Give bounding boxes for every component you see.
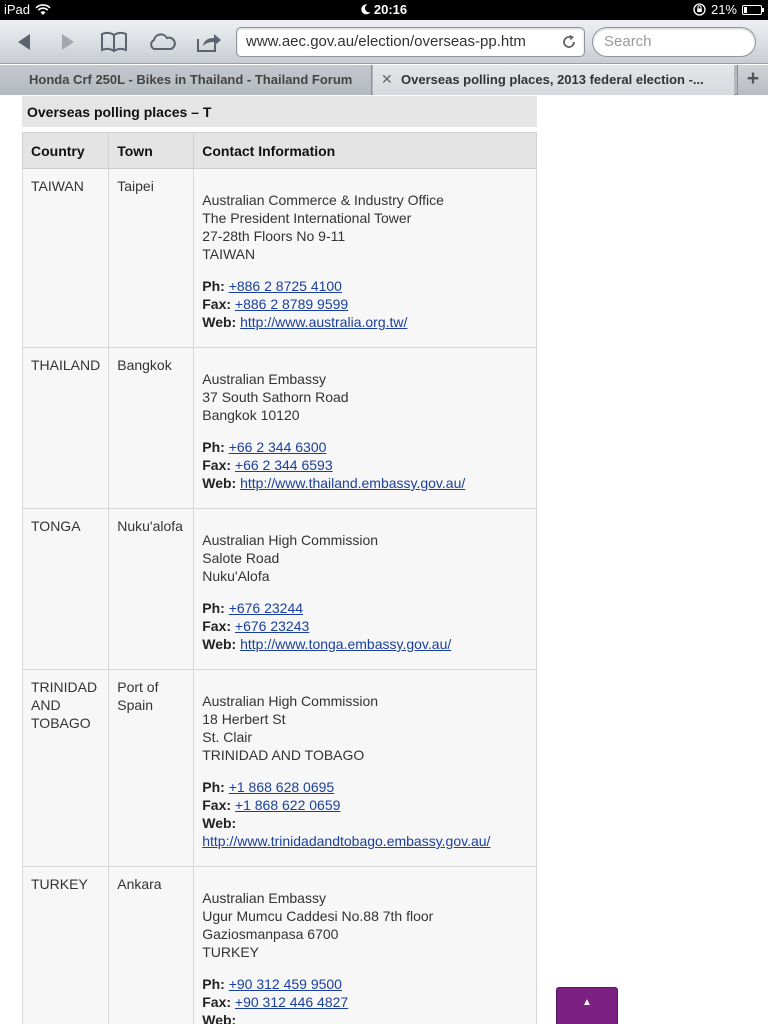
address-line: 18 Herbert St [202, 711, 286, 727]
phone-line [202, 599, 528, 617]
web-line [202, 313, 528, 331]
moon-icon [361, 4, 371, 15]
fax-label: Fax: [202, 296, 232, 312]
contact-details [202, 277, 528, 331]
fax-line [202, 796, 528, 814]
web-link[interactable]: http://www.tonga.embassy.gov.au/ [240, 636, 452, 652]
contact-details [202, 438, 528, 492]
tab-bar [0, 65, 768, 95]
search-placeholder: Search [604, 33, 652, 50]
browser-toolbar [0, 20, 768, 64]
address-line: Bangkok 10120 [202, 407, 300, 423]
fax-link[interactable]: +886 2 8789 9599 [234, 296, 349, 312]
column-header-contact: Contact Information [194, 133, 537, 169]
town-cell [109, 867, 194, 1024]
address-line: Australian Embassy [202, 371, 326, 387]
address-line: 27-28th Floors No 9-11 [202, 228, 346, 244]
section-title: Overseas polling places – T [22, 96, 537, 127]
address-line: Ugur Mumcu Caddesi No.88 7th floor [202, 908, 434, 924]
fax-link[interactable]: +676 23243 [234, 618, 310, 634]
phone-line [202, 438, 528, 456]
contact-cell [194, 670, 537, 867]
orientation-lock-icon [693, 3, 706, 16]
address-block [202, 177, 528, 263]
address-line: Australian High Commission [202, 693, 379, 709]
web-label: Web: [202, 815, 237, 831]
country-name: THAILAND [31, 357, 101, 373]
tab-thailand-forum[interactable] [0, 65, 372, 95]
country-cell [23, 670, 109, 867]
town-name: Taipei [117, 178, 154, 194]
tab-label: Overseas polling places, 2013 federal election -... [401, 72, 704, 87]
contact-details [202, 599, 528, 653]
country-cell [23, 348, 109, 509]
web-link[interactable]: http://www.trinidadandtobago.embassy.gov.au/ [202, 833, 491, 849]
address-line: St. Clair [202, 729, 253, 745]
clock: 20:16 [373, 2, 408, 17]
phone-link[interactable]: +1 868 628 0695 [228, 779, 335, 795]
back-arrow-icon[interactable] [8, 27, 40, 57]
column-header-town: Town [109, 133, 194, 169]
address-line: TRINIDAD AND TOBAGO [202, 747, 365, 763]
url-text: www.aec.gov.au/election/overseas-pp.htm [246, 33, 526, 50]
town-cell [109, 169, 194, 348]
address-line: Nuku'Alofa [202, 568, 270, 584]
fax-link[interactable]: +1 868 622 0659 [234, 797, 341, 813]
country-name: TRINIDAD [31, 679, 98, 695]
town-name: Spain [117, 697, 154, 713]
town-cell [109, 509, 194, 670]
battery-icon [742, 5, 762, 15]
table-row [23, 867, 537, 1024]
reload-icon[interactable] [560, 33, 578, 51]
contact-cell [194, 509, 537, 670]
new-tab-button[interactable] [737, 65, 768, 95]
phone-link[interactable]: +676 23244 [228, 600, 304, 616]
address-line: Gaziosmanpasa 6700 [202, 926, 339, 942]
fax-label: Fax: [202, 457, 232, 473]
address-block [202, 678, 528, 764]
phone-line [202, 778, 528, 796]
fax-label: Fax: [202, 618, 232, 634]
country-cell [23, 169, 109, 348]
web-line [202, 1011, 528, 1024]
web-link[interactable]: http://www.australia.org.tw/ [240, 314, 408, 330]
phone-label: Ph: [202, 976, 225, 992]
up-arrow-icon: ▲ [582, 997, 592, 1008]
scroll-to-top-button[interactable] [556, 987, 618, 1024]
country-name: TAIWAN [31, 178, 84, 194]
table-row [23, 169, 537, 348]
web-label: Web: [202, 314, 237, 330]
device-label: iPad [4, 2, 31, 17]
address-line: TAIWAN [202, 246, 256, 262]
address-line: The President International Tower [202, 210, 412, 226]
fax-link[interactable]: +66 2 344 6593 [234, 457, 333, 473]
town-cell [109, 670, 194, 867]
table-header-row [23, 133, 537, 169]
web-label: Web: [202, 475, 237, 491]
web-line [202, 474, 528, 492]
web-label: Web: [202, 1012, 237, 1024]
table-row [23, 348, 537, 509]
address-block [202, 356, 528, 424]
town-name: Bangkok [117, 357, 172, 373]
close-icon[interactable]: ✕ [381, 71, 393, 87]
town-name: Port of [117, 679, 159, 695]
country-cell [23, 867, 109, 1024]
phone-label: Ph: [202, 278, 225, 294]
town-name: Ankara [117, 876, 162, 892]
contact-cell [194, 169, 537, 348]
fax-label: Fax: [202, 994, 232, 1010]
forward-arrow-icon[interactable] [52, 27, 84, 57]
country-name: TOBAGO [31, 715, 91, 731]
address-block [202, 517, 528, 585]
address-line: TURKEY [202, 944, 260, 960]
country-name: TURKEY [31, 876, 88, 892]
search-field[interactable] [592, 27, 756, 57]
polling-places-table [22, 132, 537, 1024]
address-line: 37 South Sathorn Road [202, 389, 349, 405]
web-link[interactable]: http://www.thailand.embassy.gov.au/ [240, 475, 466, 491]
country-name: TONGA [31, 518, 81, 534]
table-row [23, 670, 537, 867]
book-icon[interactable] [98, 27, 130, 57]
phone-label: Ph: [202, 779, 225, 795]
address-line: Salote Road [202, 550, 280, 566]
fax-line [202, 617, 528, 635]
town-name: Nuku'alofa [117, 518, 183, 534]
battery-level [744, 7, 747, 13]
plus-icon: + [746, 67, 760, 90]
web-label: Web: [202, 636, 237, 652]
contact-details [202, 778, 528, 850]
fax-line [202, 456, 528, 474]
fax-label: Fax: [202, 797, 232, 813]
town-cell [109, 348, 194, 509]
phone-line [202, 277, 528, 295]
phone-link[interactable]: +66 2 344 6300 [228, 439, 327, 455]
phone-link[interactable]: +886 2 8725 4100 [228, 278, 342, 294]
column-header-country: Country [23, 133, 109, 169]
address-block [202, 875, 528, 961]
share-icon[interactable] [193, 27, 225, 57]
url-field[interactable] [236, 27, 585, 57]
phone-link[interactable]: +90 312 459 9500 [228, 976, 342, 992]
tab-label: Honda Crf 250L - Bikes in Thailand - Thailand Forum [29, 72, 353, 87]
web-content [0, 96, 768, 1024]
status-bar [0, 0, 768, 20]
country-name: AND [31, 697, 61, 713]
contact-cell [194, 867, 537, 1024]
web-line [202, 635, 528, 653]
battery-percent: 21% [710, 2, 737, 17]
web-line [202, 814, 528, 850]
phone-line [202, 975, 528, 993]
phone-label: Ph: [202, 439, 225, 455]
table-row [23, 509, 537, 670]
fax-line [202, 295, 528, 313]
address-line: Australian Commerce & Industry Office [202, 192, 444, 208]
country-cell [23, 509, 109, 670]
fax-line [202, 993, 528, 1011]
address-line: Australian Embassy [202, 890, 326, 906]
phone-label: Ph: [202, 600, 225, 616]
contact-details [202, 975, 528, 1024]
tab-overseas-polling[interactable] [373, 65, 734, 95]
cloud-icon[interactable] [146, 27, 178, 57]
fax-link[interactable]: +90 312 446 4827 [234, 994, 349, 1010]
contact-cell [194, 348, 537, 509]
address-line: Australian High Commission [202, 532, 379, 548]
